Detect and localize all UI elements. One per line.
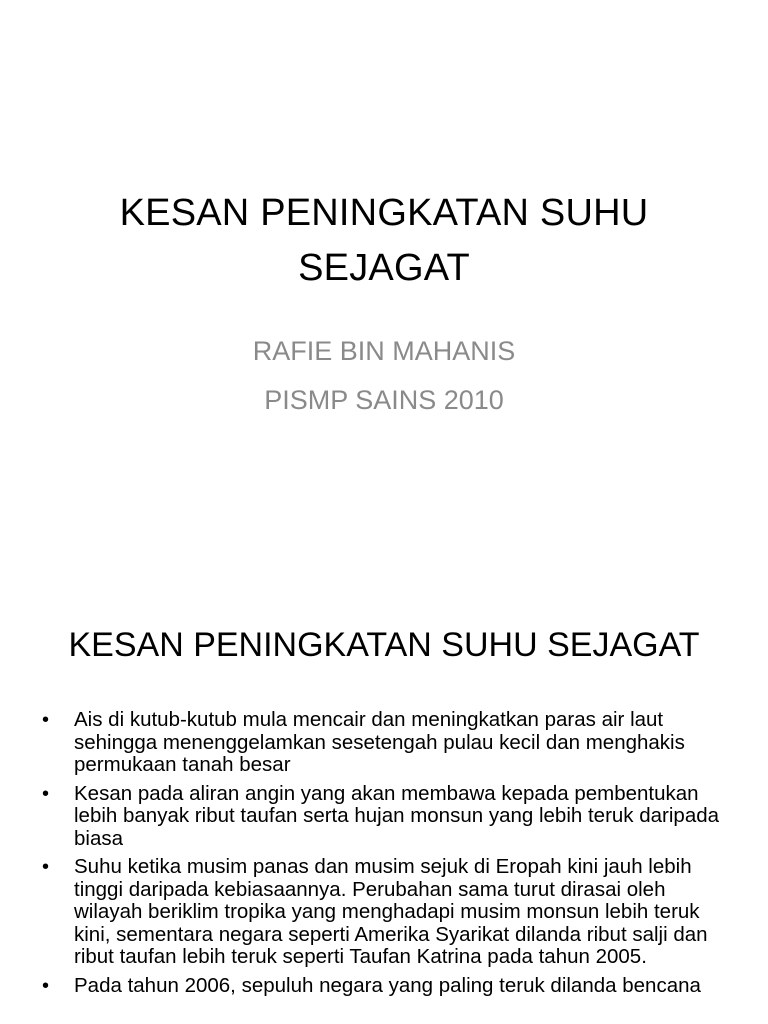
content-slide-title: KESAN PENINGKATAN SUHU SEJAGAT (68, 626, 700, 664)
bullet-icon: • (42, 709, 50, 731)
list-item (38, 856, 738, 969)
bullet-text: Kesan pada aliran angin yang akan membawa kepada pembentukan lebih banyak ribut taufan serta hujan monsun yang lebih teruk daripada biasa (74, 781, 720, 850)
bullet-text: Ais di kutub-kutub mula mencair dan meningkatkan paras air laut sehingga menenggelamkan sesetengah pulau kecil dan menghakis permukaan tanah besar (74, 708, 685, 776)
content-slide (0, 576, 768, 1024)
slide-title (40, 186, 728, 296)
slide-title-line-2: SEJAGAT (298, 247, 470, 289)
bullet-text: Pada tahun 2006, sepuluh negara yang paling teruk dilanda bencana (74, 973, 701, 997)
bullet-list (38, 709, 738, 1003)
bullet-icon: • (42, 974, 50, 997)
bullet-icon: • (42, 856, 50, 878)
bullet-text: Suhu ketika musim panas dan musim sejuk di Eropah kini jauh lebih tinggi daripada kebiasaannya. Perubahan sama turut dirasai oleh wilayah beriklim tropika yang menghadapi musim monsun lebih teruk kini, sementara negara seperti Amerika Syarikat dilanda ribut salji dan ribut taufan lebih teruk seperti Taufan Katrina pada tahun 2005. (74, 855, 708, 968)
list-item (38, 783, 738, 851)
author-name: RAFIE BIN MAHANIS (252, 336, 516, 366)
list-item (38, 709, 738, 777)
slide-title-line-1: KESAN PENINGKATAN SUHU (119, 192, 649, 234)
bullet-icon: • (42, 782, 50, 805)
list-item (38, 975, 738, 998)
course-name: PISMP SAINS 2010 (264, 385, 504, 415)
